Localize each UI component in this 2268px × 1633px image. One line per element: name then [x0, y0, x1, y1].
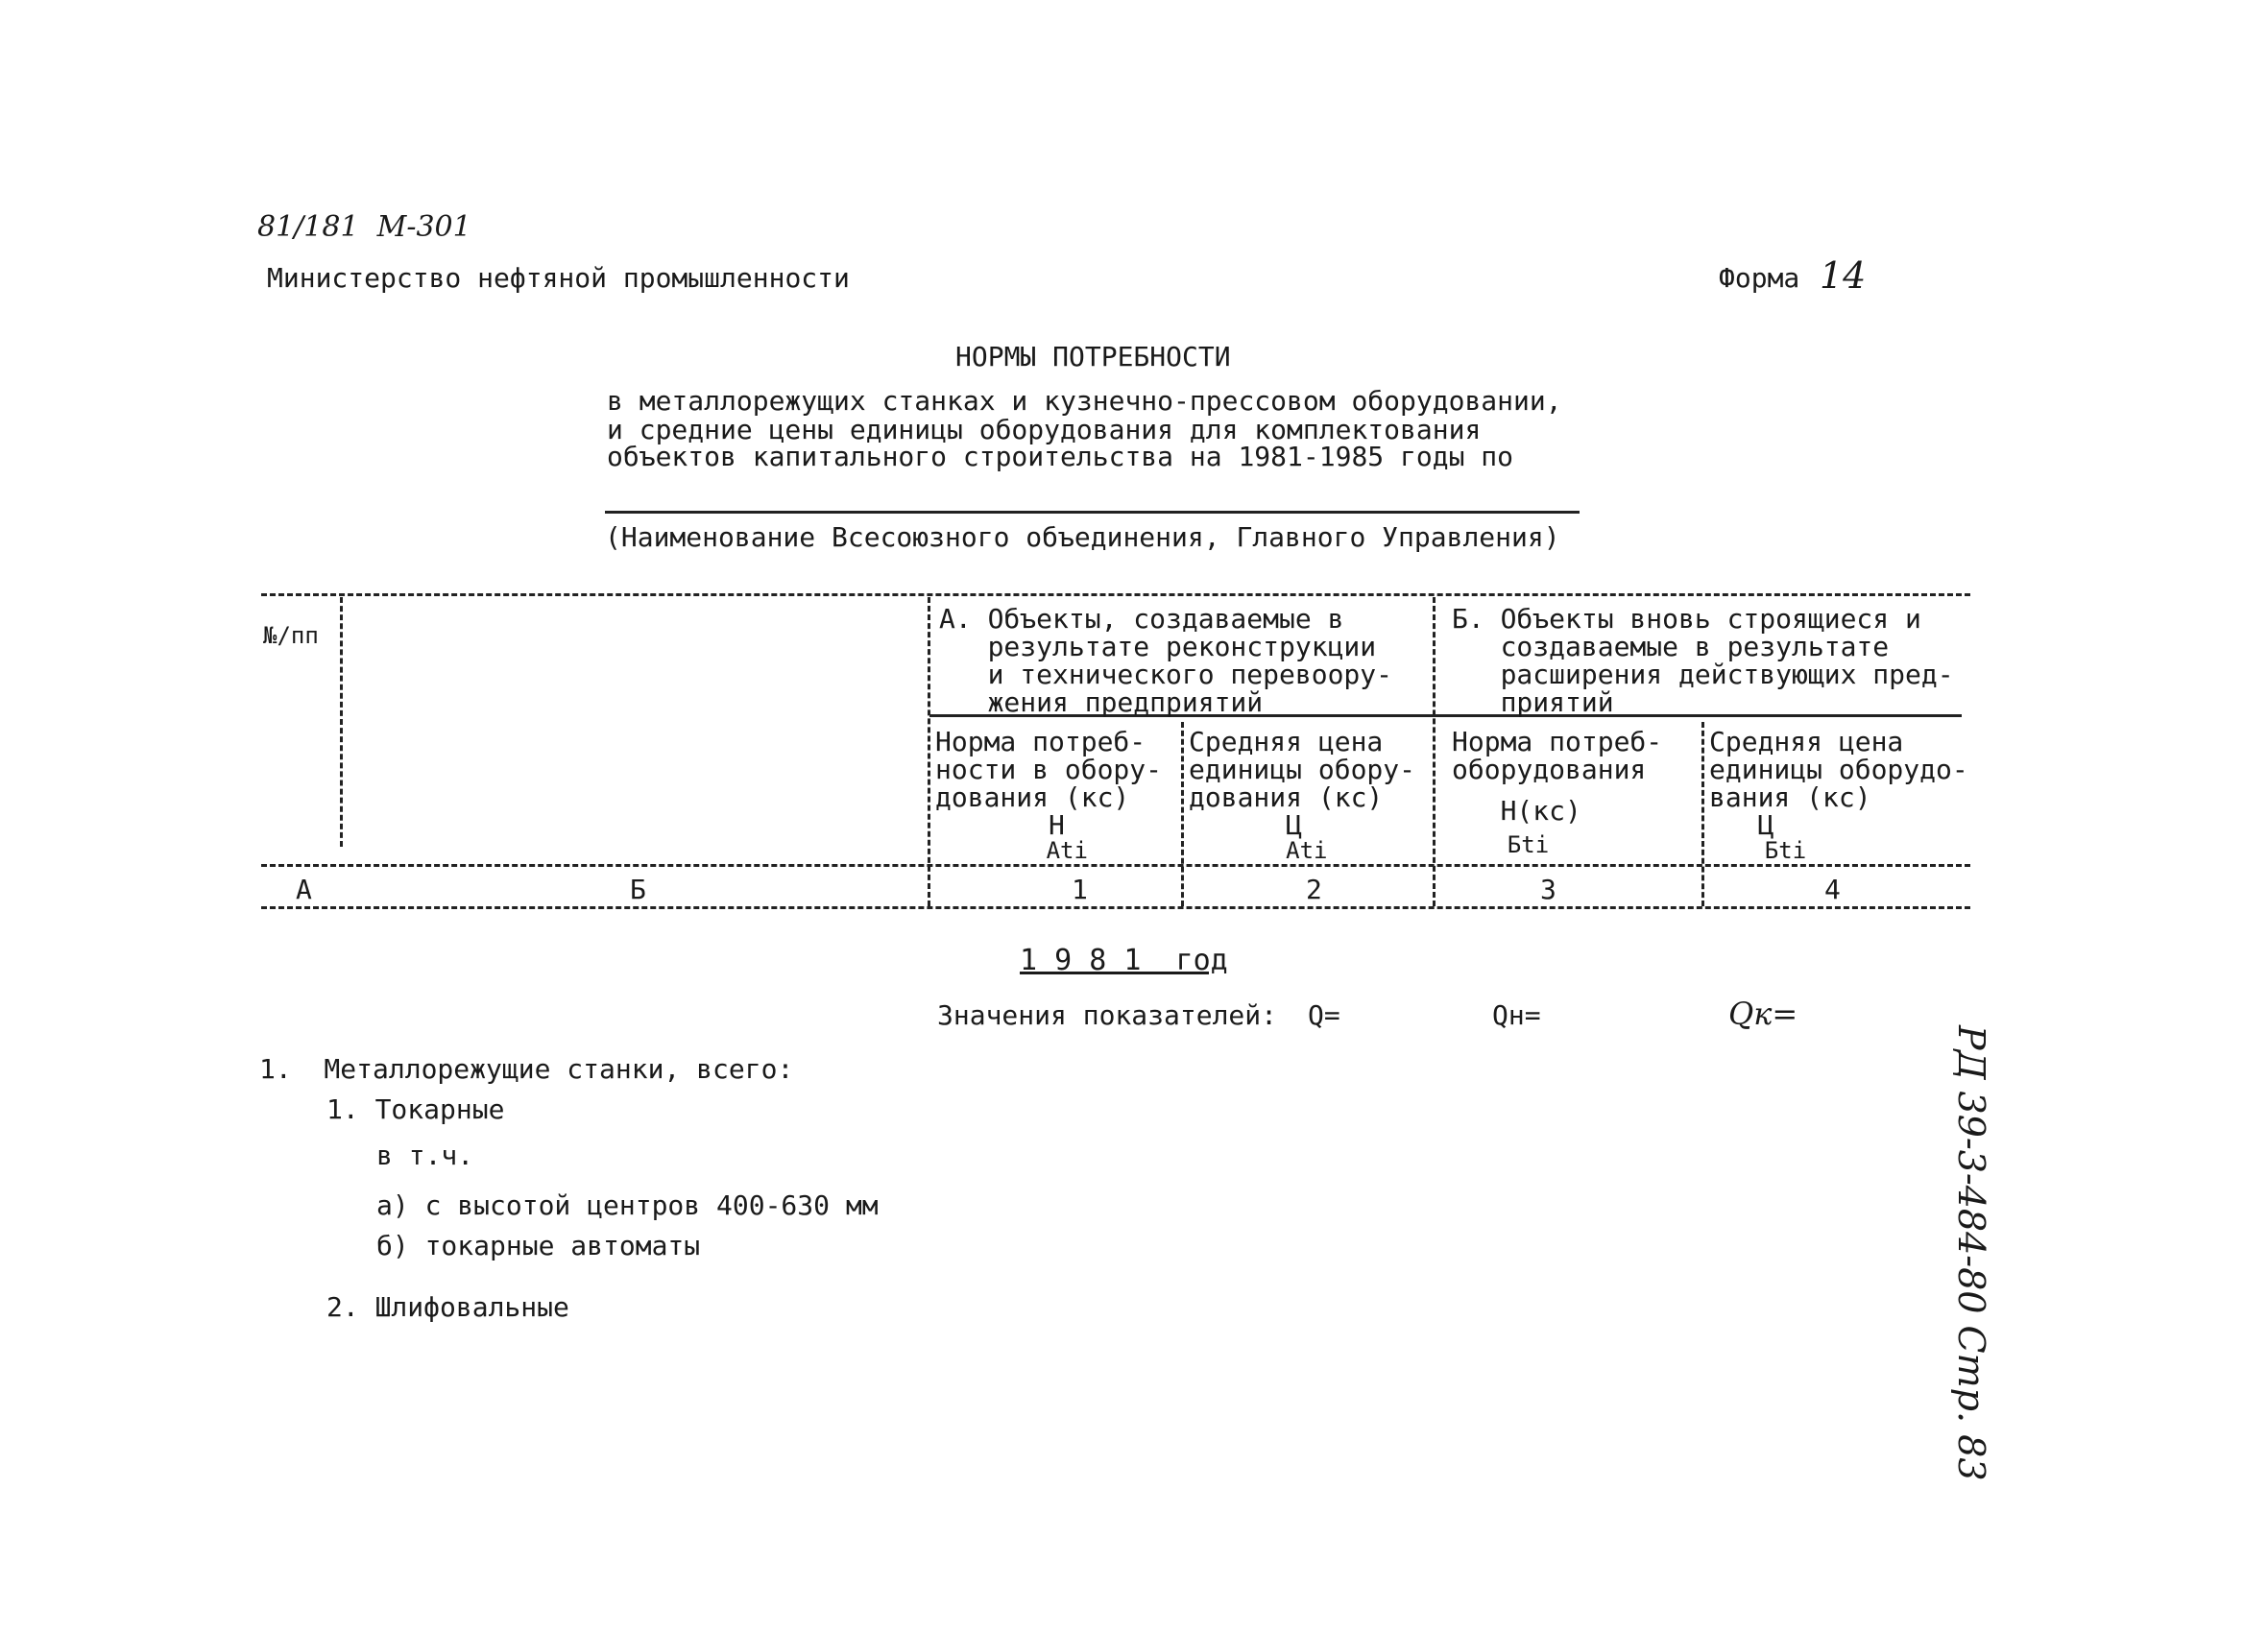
col-divider-2 — [928, 597, 930, 906]
indicators-label: Значения показателей: — [937, 999, 1278, 1031]
col3-header-2: оборудования — [1452, 754, 1647, 785]
indicator-qn: Qн= — [1492, 999, 1541, 1031]
index-1: 1 — [1072, 874, 1088, 905]
col4-header-4: Ц — [1709, 809, 1774, 841]
table-top-rule — [261, 593, 1970, 596]
col1-header-2: ности в обору- — [935, 754, 1163, 785]
handwritten-reference: 81/181 М-301 — [257, 210, 471, 244]
col-divider-5 — [1701, 722, 1704, 906]
group-a-line-1: А. Объекты, создаваемые в — [939, 603, 1344, 635]
item-lathes-center-height: а) с высотой центров 400-630 мм — [376, 1189, 879, 1221]
col2-header-4: Ц — [1189, 809, 1303, 841]
col1-header-5: Аti — [935, 837, 1088, 864]
col2-header-2: единицы обору- — [1189, 754, 1416, 785]
index-4: 4 — [1824, 874, 1841, 905]
col1-header-1: Норма потреб- — [935, 726, 1146, 757]
form-label: Форма — [1719, 262, 1800, 294]
item-grinders: 2. Шлифовальные — [326, 1291, 569, 1323]
col2-header-3: дования (кс) — [1189, 781, 1384, 813]
group-a-line-3: и технического перевоору- — [939, 659, 1393, 690]
title-line-1: в металлорежущих станках и кузнечно-прессовом оборудовании, — [607, 385, 1562, 417]
index-2: 2 — [1306, 874, 1322, 905]
col3-header-1: Норма потреб- — [1452, 726, 1663, 757]
col2-header-5: Аti — [1189, 837, 1328, 864]
group-b-line-2: создаваемые в результате — [1452, 631, 1890, 662]
indicator-q: Q= — [1308, 999, 1340, 1031]
col1-header-4: Н — [935, 809, 1065, 841]
item-lathes: 1. Токарные — [326, 1093, 505, 1125]
index-3: 3 — [1540, 874, 1556, 905]
col-divider-4 — [1433, 597, 1436, 906]
col4-header-5: Бti — [1709, 837, 1807, 864]
group-a-line-2: результате реконструкции — [939, 631, 1377, 662]
title-line-3: объектов капитального строительства на 1981-1985 годы по — [607, 441, 1514, 472]
col3-header-3: Н(кс) — [1452, 795, 1581, 827]
col4-header-3: вания (кс) — [1709, 781, 1871, 813]
document-title: НОРМЫ ПОТРЕБНОСТИ — [955, 341, 1231, 372]
group-b-line-4: приятий — [1452, 686, 1614, 718]
title-line-2: и средние цены единицы оборудования для комплектования — [607, 414, 1482, 445]
indicator-qk: Qк= — [1728, 996, 1798, 1032]
item-lathe-automats: б) токарные автоматы — [376, 1230, 701, 1261]
group-b-line-1: Б. Объекты вновь строящиеся и — [1452, 603, 1921, 635]
col-divider-1 — [340, 597, 343, 847]
group-a-line-4: жения предприятий — [939, 686, 1264, 718]
col4-header-2: единицы оборудо- — [1709, 754, 1968, 785]
group-b-line-3: расширения действующих пред- — [1452, 659, 1954, 690]
name-caption: (Наименование Всесоюзного объединения, Главного Управления) — [605, 521, 1560, 553]
index-row-rule — [261, 906, 1970, 909]
item-including: в т.ч. — [376, 1140, 474, 1171]
col2-header-1: Средняя цена — [1189, 726, 1384, 757]
name-fill-line — [605, 511, 1580, 514]
side-document-stamp: РД 39-3-484-80 Стр. 83 — [1950, 1025, 1992, 1481]
item-metal-cutting-total: 1. Металлорежущие станки, всего: — [259, 1053, 794, 1085]
form-number: 14 — [1820, 254, 1867, 297]
col4-header-1: Средняя цена — [1709, 726, 1904, 757]
col-divider-3 — [1181, 722, 1184, 906]
col-number-header: №/пп — [263, 622, 319, 649]
index-a: А — [296, 874, 312, 905]
year-heading: 1 9 8 1 год — [1020, 944, 1228, 977]
ministry-name: Министерство нефтяной промышленности — [267, 262, 850, 294]
col1-header-3: дования (кс) — [935, 781, 1130, 813]
index-b: Б — [630, 874, 646, 905]
col3-header-4: Бti — [1452, 831, 1550, 858]
